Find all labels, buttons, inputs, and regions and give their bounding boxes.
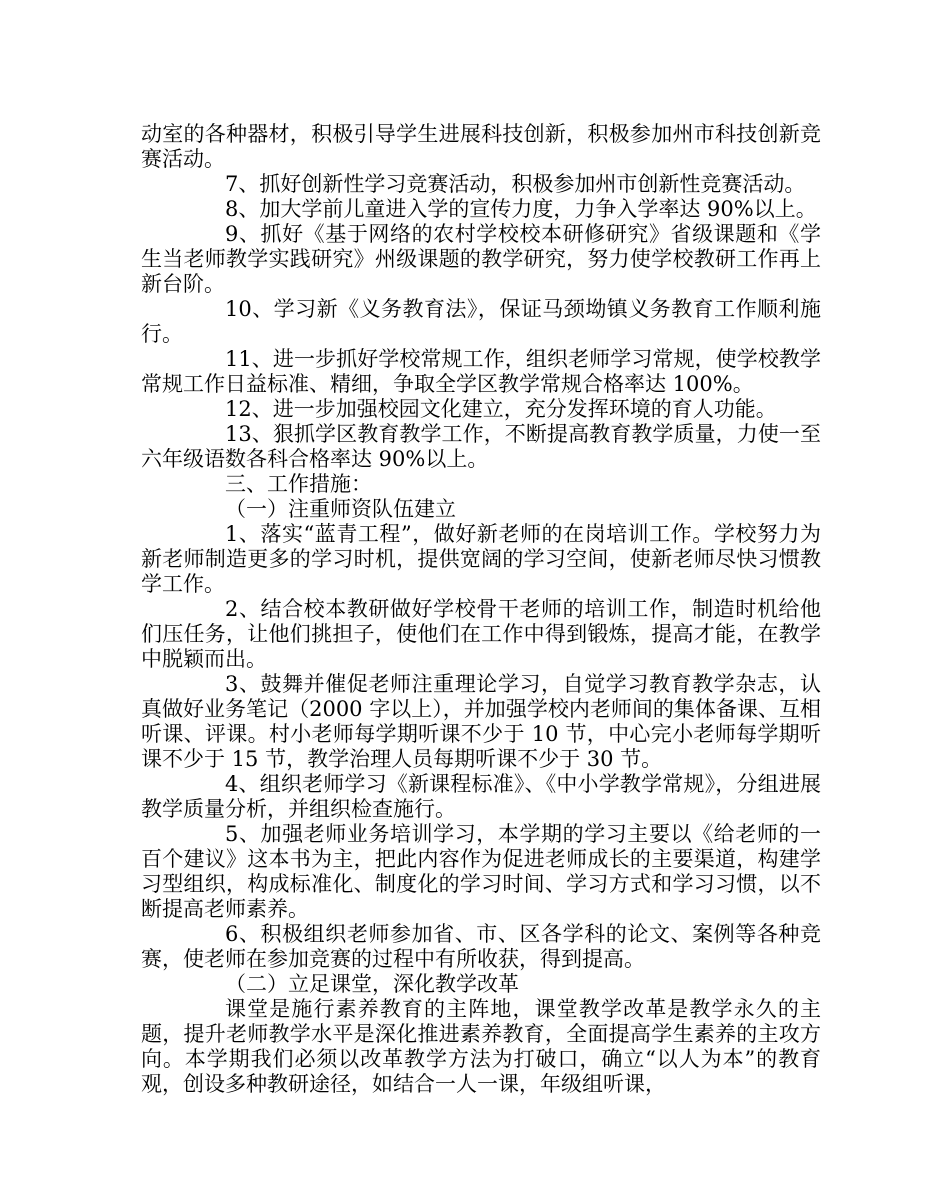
paragraph: 3、鼓舞并催促老师注重理论学习，自觉学习教育教学杂志，认真做好业务笔记（2000 字以上），并加强学校内老师间的集体备课、互相听课、评课。村小老师每学期听课不少于 10 节，中心完小老师每学期听课不少于 15 节，教学治理人员每期听课不少于 30 节。	[141, 672, 821, 771]
paragraph: 12、进一步加强校园文化建立，充分发挥环境的育人功能。	[225, 397, 777, 421]
paragraph: 10、学习新《义务教育法》，保证马颈坳镇义务教育工作顺利施行。	[141, 297, 821, 346]
paragraph: 7、抓好创新性学习竞赛活动，积极参加州市创新性竞赛活动。	[225, 172, 806, 196]
subsection-heading: （二）立足课堂，深化教学改革	[225, 972, 519, 996]
paragraph: 8、加大学前儿童进入学的宣传力度，力争入学率达 90%以上。	[225, 197, 817, 221]
paragraph: 4、组织老师学习《新课程标准》、《中小学教学常规》，分组进展教学质量分析，并组织检查施行。	[141, 772, 821, 821]
section-heading: 三、工作措施：	[225, 472, 372, 496]
subsection-heading: （一）注重师资队伍建立	[225, 497, 456, 521]
paragraph: 6、积极组织老师参加省、市、区各学科的论文、案例等各种竞赛，使老师在参加竞赛的过程中有所收获，得到提高。	[141, 922, 821, 971]
paragraph: 11、进一步抓好学校常规工作，组织老师学习常规，使学校教学常规工作日益标准、精细，争取全学区教学常规合格率达 100%。	[141, 347, 821, 396]
paragraph: 1、落实“蓝青工程”，做好新老师的在岗培训工作。学校努力为新老师制造更多的学习时机，提供宽阔的学习空间，使新老师尽快习惯教学工作。	[141, 522, 821, 596]
paragraph: 9、抓好《基于网络的农村学校校本研修研究》省级课题和《学生当老师教学实践研究》州级课题的教学研究，努力使学校教研工作再上新台阶。	[141, 222, 821, 296]
paragraph: 13、狠抓学区教育教学工作，不断提高教育教学质量，力使一至六年级语数各科合格率达 90%以上。	[141, 422, 821, 471]
paragraph: 动室的各种器材，积极引导学生进展科技创新，积极参加州市科技创新竞赛活动。	[141, 122, 821, 171]
paragraph: 2、结合校本教研做好学校骨干老师的培训工作，制造时机给他们压任务，让他们挑担子，使他们在工作中得到锻炼，提高才能，在教学中脱颖而出。	[141, 597, 821, 671]
paragraph: 课堂是施行素养教育的主阵地，课堂教学改革是教学永久的主题，提升老师教学水平是深化推进素养教育，全面提高学生素养的主攻方向。本学期我们必须以改革教学方法为打破口，确立“以人为本”的教育观，创设多种教研途径，如结合一人一课，年级组听课，	[141, 997, 821, 1096]
document-body	[141, 122, 821, 1097]
paragraph: 5、加强老师业务培训学习，本学期的学习主要以《给老师的一百个建议》这本书为主，把此内容作为促进老师成长的主要渠道，构建学习型组织，构成标准化、制度化的学习时间、学习方式和学习习惯，以不断提高老师素养。	[141, 822, 821, 921]
